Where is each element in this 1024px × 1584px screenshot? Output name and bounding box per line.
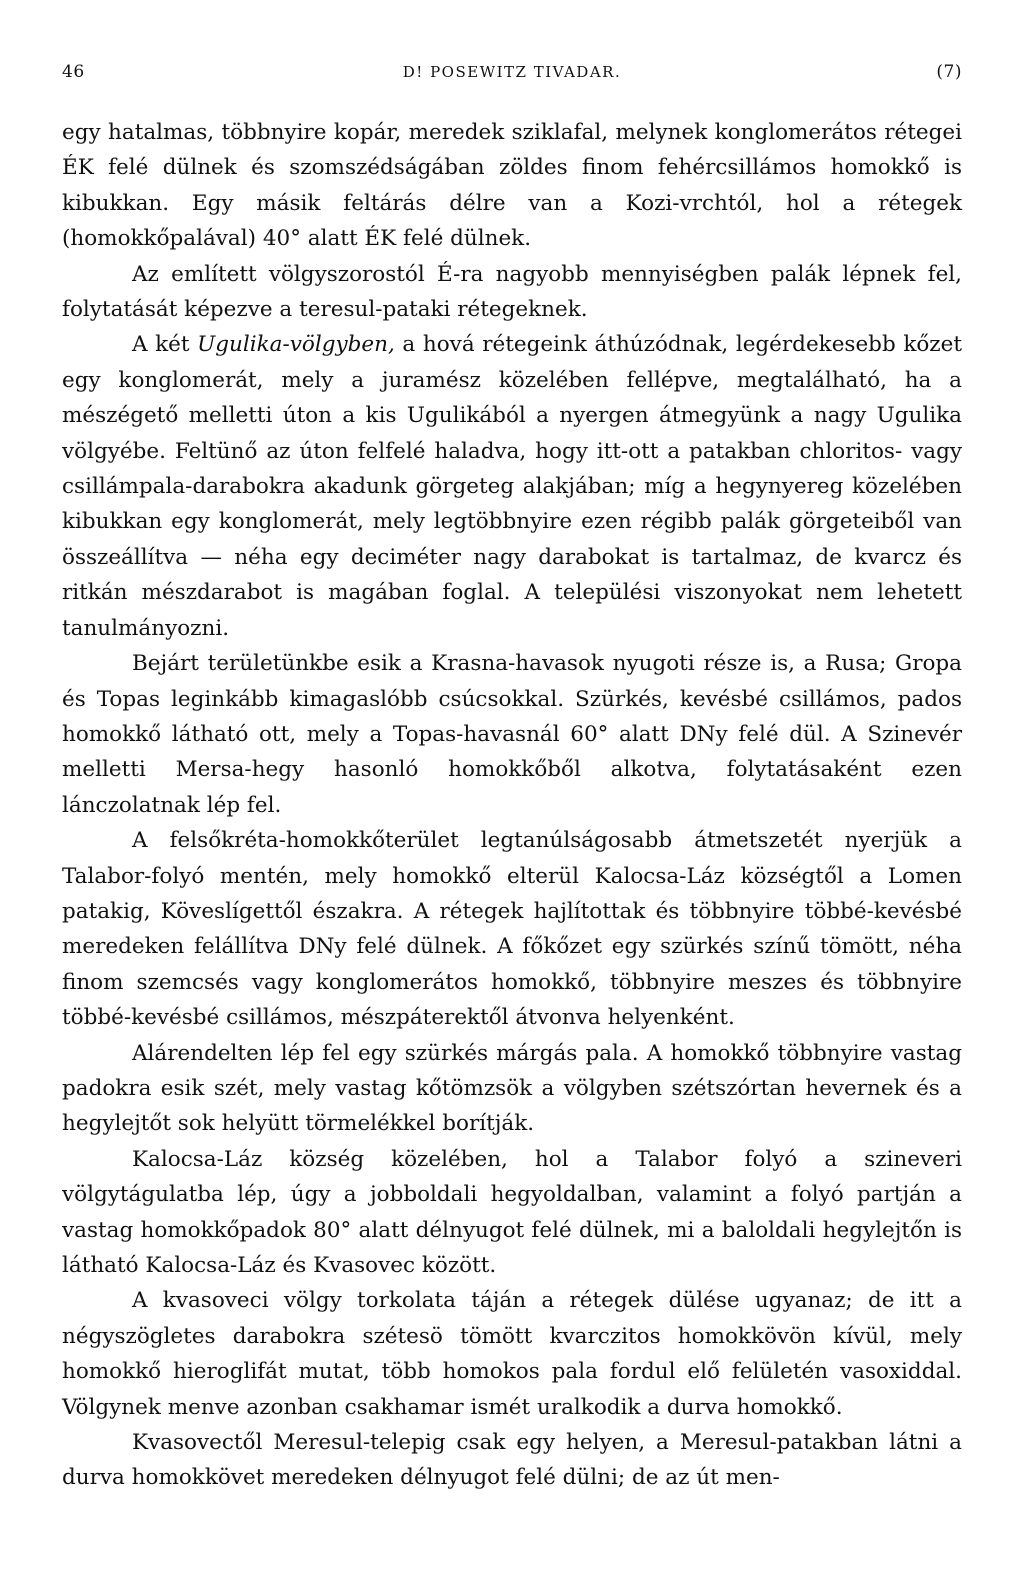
section-number: (7): [936, 62, 962, 82]
paragraph: Alárendelten lép fel egy szürkés márgás pala. A homokkő többnyire vastag padokra esik szét, mely vastag kőtömzsök a völgyben szétszórtan hevernek és a hegylejtőt sok helyütt törmelékkel borítják.: [62, 1040, 962, 1137]
paragraph: egy hatalmas, többnyire kopár, meredek sziklafal, melynek konglomerátos rétegei ÉK felé dülnek és szomszédságában zöldes finom fehércsillámos homokkő is kibukkan. Egy másik feltárás délre van a Kozi-vrchtól, hol a rétegek (homokkőpalával) 40° alatt ÉK felé dülnek.: [62, 120, 962, 252]
body-text: [62, 115, 962, 1496]
paragraph: Kalocsa-Láz község közelében, hol a Talabor folyó a szineveri völgytágulatba lép, úgy a jobboldali hegyoldalban, valamint a folyó partján a vastag homokkőpadok 80° alatt délnyugot felé dülnek, mi a baloldali hegylejtőn is látható Kalocsa-Láz és Kvasovec között.: [62, 1146, 962, 1278]
paragraph: Bejárt területünkbe esik a Krasna-havasok nyugoti része is, a Rusa; Gropa és Topas leginkább kimagaslóbb csúcsokkal. Szürkés, kevésbé csillámos, pados homokkő látható ott, mely a Topas-havasnál 60° alatt DNy felé dül. A Szinevér melletti Mersa-hegy hasonló homokkőből alkotva, folytatásaként ezen lánczolatnak lép fel.: [62, 651, 962, 818]
running-title: D! POSEWITZ TIVADAR.: [402, 63, 622, 81]
page-number: 46: [62, 62, 85, 82]
paragraph: [62, 327, 962, 646]
paragraph: Az említett völgyszorostól É-ra nagyobb mennyiségben palák lépnek fel, folytatását képezve a teresul-pataki rétegeknek.: [62, 261, 962, 323]
paragraph: A kvasoveci völgy torkolata táján a rétegek dülése ugyanaz; de itt a négyszögletes darabokra szétesö tömött kvarczitos homokkövön kívül, mely homokkő hieroglifát mutat, több homokos pala fordul elő felületén vasoxiddal. Völgynek menve azonban csakhamar ismét uralkodik a durva homokkő.: [62, 1288, 962, 1420]
paragraph: A felsőkréta-homokkőterület legtanúlságosabb átmetszetét nyerjük a Talabor-folyó mentén, mely homokkő elterül Kalocsa-Láz községtől a Lomen patakig, Köveslígettől északra. A rétegek hajlítottak és többnyire többé-kevésbé meredeken felállítva DNy felé dülnek. A főkőzet egy szürkés színű tömött, néha finom szemcsés vagy konglomerátos homokkő, többnyire meszes és többnyire többé-kevésbé csillámos, mészpáterektől átvonva helyenként.: [62, 828, 962, 1031]
running-header: [62, 62, 962, 88]
paragraph-text: a hová rétegeink áthúzódnak, legérdekesebb kőzet egy konglomerát, mely a juramész közelében fellépve, megtalálható, ha a mészégető melletti úton a kis Ugulikából a nyergen átmegyünk a nagy Ugulika völgyébe. Feltünő az úton felfelé haladva, hogy itt-ott a patakban chloritos- vagy csillámpala-darabokra akadunk görgeteg alakjában; míg a hegynyereg közelében kibukkan egy konglomerát, mely legtöbbnyire ezen régibb palák görgeteiből van összeállítva — néha egy deciméter nagy darabokat is tartalmaz, de kvarcz és ritkán mészdarabot is magában foglal. A települési viszonyokat nem lehetett tanulmányozni.: [62, 332, 962, 641]
paragraph-prefix: A két: [132, 332, 198, 358]
paragraph: Kvasovectől Meresul-telepig csak egy helyen, a Meresul-patakban látni a durva homokkövet meredeken délnyugot felé dülni; de az út men-: [62, 1430, 962, 1491]
italic-place-name: Ugulika-völgyben,: [197, 332, 395, 358]
